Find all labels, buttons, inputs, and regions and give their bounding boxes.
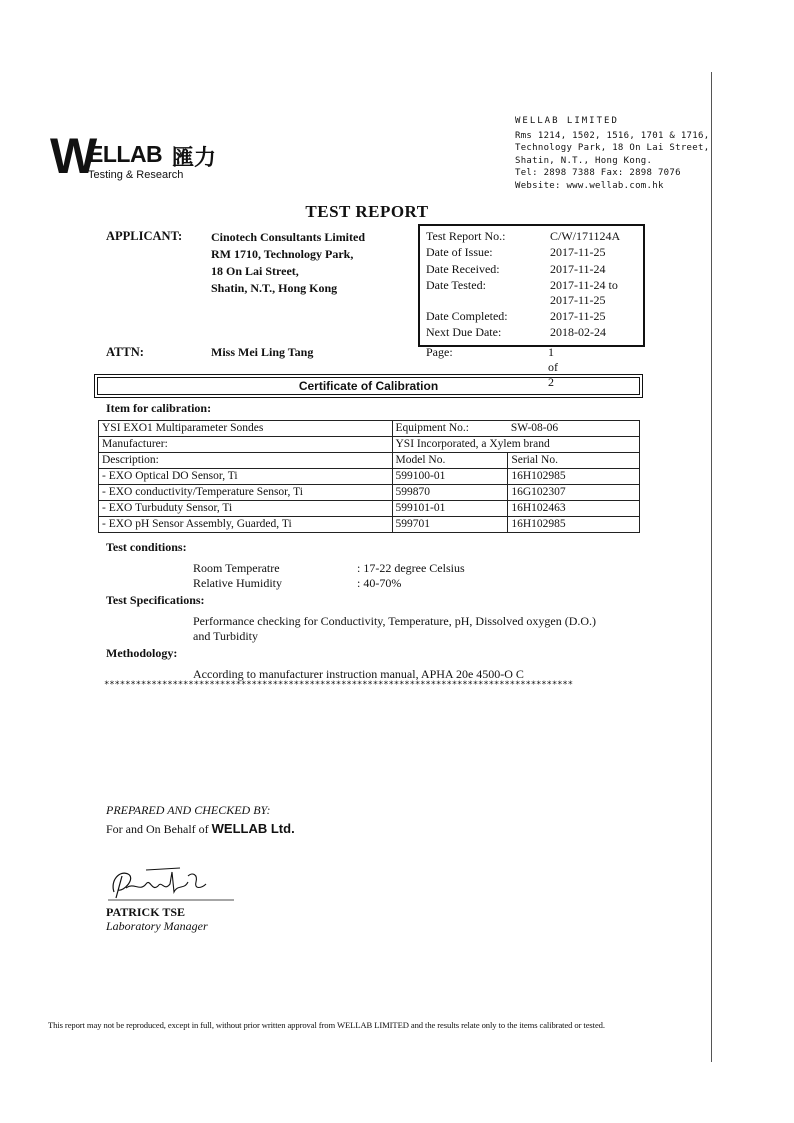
table-row	[99, 437, 640, 453]
table-row	[99, 517, 640, 533]
info-key: Date Received:	[426, 262, 500, 276]
applicant-line: 18 On Lai Street,	[211, 264, 299, 278]
table-cell: 599101-01	[392, 501, 508, 517]
table-cell: Serial No.	[508, 453, 640, 469]
attn-value: Miss Mei Ling Tang	[211, 345, 314, 359]
applicant-label: APPLICANT:	[106, 229, 183, 243]
condition-key: Room Temperatre	[193, 561, 280, 575]
page-label: Page:	[426, 345, 453, 359]
page-number-row	[426, 345, 558, 389]
attn-label: ATTN:	[106, 345, 144, 359]
table-cell: - EXO Turbuduty Sensor, Ti	[99, 501, 393, 517]
table-cell: 599870	[392, 485, 508, 501]
table-cell: SW-08-06	[508, 421, 640, 437]
info-key: Next Due Date:	[426, 325, 502, 339]
logo-tagline: Testing & Research	[88, 169, 184, 181]
company-address-line: Technology Park, 18 On Lai Street,	[515, 143, 710, 153]
report-info-box	[418, 224, 645, 347]
info-key: Test Report No.:	[426, 229, 506, 243]
footer-disclaimer: This report may not be reproduced, except in full, without prior written approval from WELLAB LIMITED and the results relate only to the items calibrated or tested.	[48, 1020, 605, 1030]
table-cell	[392, 421, 508, 437]
equipment-no-label: Equipment No.:	[395, 422, 469, 434]
info-value: 2018-02-24	[550, 325, 606, 339]
condition-key: Relative Humidity	[193, 576, 282, 590]
certificate-heading: Certificate of Calibration	[97, 377, 640, 395]
item-for-calibration-label: Item for calibration:	[106, 401, 212, 415]
logo-w: W	[50, 128, 96, 184]
wellab-logo	[50, 128, 220, 185]
table-cell: Manufacturer:	[99, 437, 393, 453]
info-value: 2017-11-25	[550, 309, 606, 323]
info-value: 2017-11-25	[550, 293, 606, 307]
info-value: C/W/171124A	[550, 229, 621, 243]
test-conditions-label: Test conditions:	[106, 540, 187, 554]
specification-line: Performance checking for Conductivity, Temperature, pH, Dissolved oxygen (D.O.)	[193, 614, 597, 628]
table-row	[99, 501, 640, 517]
table-row	[99, 453, 640, 469]
table-cell: 16H102985	[508, 469, 640, 485]
table-cell: 16H102985	[508, 517, 640, 533]
company-phone-line: Tel: 2898 7388 Fax: 2898 7076	[515, 168, 681, 178]
applicant-address	[211, 229, 365, 297]
on-behalf-company: WELLAB Ltd.	[211, 821, 295, 836]
table-cell: - EXO conductivity/Temperature Sensor, Ti	[99, 485, 393, 501]
calibration-items-table	[98, 420, 640, 533]
logo-ellab: ELLAB	[88, 141, 163, 167]
table-row	[99, 485, 640, 501]
info-key: Date Tested:	[426, 278, 486, 292]
condition-value: : 17-22 degree Celsius	[357, 561, 465, 575]
separator-stars: *****************************************************************************************	[104, 680, 573, 690]
page-value: 1 of 2	[548, 345, 558, 389]
table-cell: Description:	[99, 453, 393, 469]
table-row	[99, 421, 640, 437]
table-cell: 599100-01	[392, 469, 508, 485]
methodology-text: According to manufacturer instruction manual, APHA 20e 4500-O C	[193, 667, 524, 681]
applicant-line: Cinotech Consultants Limited	[211, 230, 366, 244]
applicant-line: Shatin, N.T., Hong Kong	[211, 281, 338, 295]
signature-image	[106, 862, 236, 906]
company-address-block	[515, 115, 709, 192]
test-specifications-label: Test Specifications:	[106, 593, 205, 607]
info-value: 2017-11-24	[550, 262, 606, 276]
table-cell: YSI Incorporated, a Xylem brand	[392, 437, 640, 453]
table-cell: 16H102463	[508, 501, 640, 517]
info-value: 2017-11-25	[550, 245, 606, 259]
report-title: TEST REPORT	[305, 202, 429, 221]
signatory-name: PATRICK TSE	[106, 905, 186, 919]
methodology-label: Methodology:	[106, 646, 178, 660]
company-address-line: Shatin, N.T., Hong Kong.	[515, 155, 653, 166]
info-value: 2017-11-24 to	[550, 278, 618, 292]
info-key: Date of Issue:	[426, 245, 493, 259]
company-address-line: Rms 1214, 1502, 1516, 1701 & 1716,	[515, 130, 710, 141]
condition-value: : 40-70%	[357, 576, 402, 590]
table-cell: YSI EXO1 Multiparameter Sondes	[99, 421, 393, 437]
table-cell: 599701	[392, 517, 508, 533]
specification-line: and Turbidity	[193, 629, 259, 643]
logo-chinese: 匯力	[172, 146, 217, 171]
table-cell: - EXO Optical DO Sensor, Ti	[99, 469, 393, 485]
table-cell: Model No.	[392, 453, 508, 469]
info-key: Date Completed:	[426, 309, 508, 323]
signatory-title: Laboratory Manager	[106, 919, 208, 933]
on-behalf-line	[106, 821, 295, 837]
company-website-line: Website: www.wellab.com.hk	[515, 180, 664, 191]
table-cell: 16G102307	[508, 485, 640, 501]
company-name: WELLAB LIMITED	[515, 116, 619, 126]
table-row	[99, 469, 640, 485]
table-cell: - EXO pH Sensor Assembly, Guarded, Ti	[99, 517, 393, 533]
prepared-by-label: PREPARED AND CHECKED BY:	[106, 803, 271, 817]
on-behalf-prefix: For and On Behalf of	[106, 822, 212, 836]
applicant-line: RM 1710, Technology Park,	[211, 247, 354, 261]
